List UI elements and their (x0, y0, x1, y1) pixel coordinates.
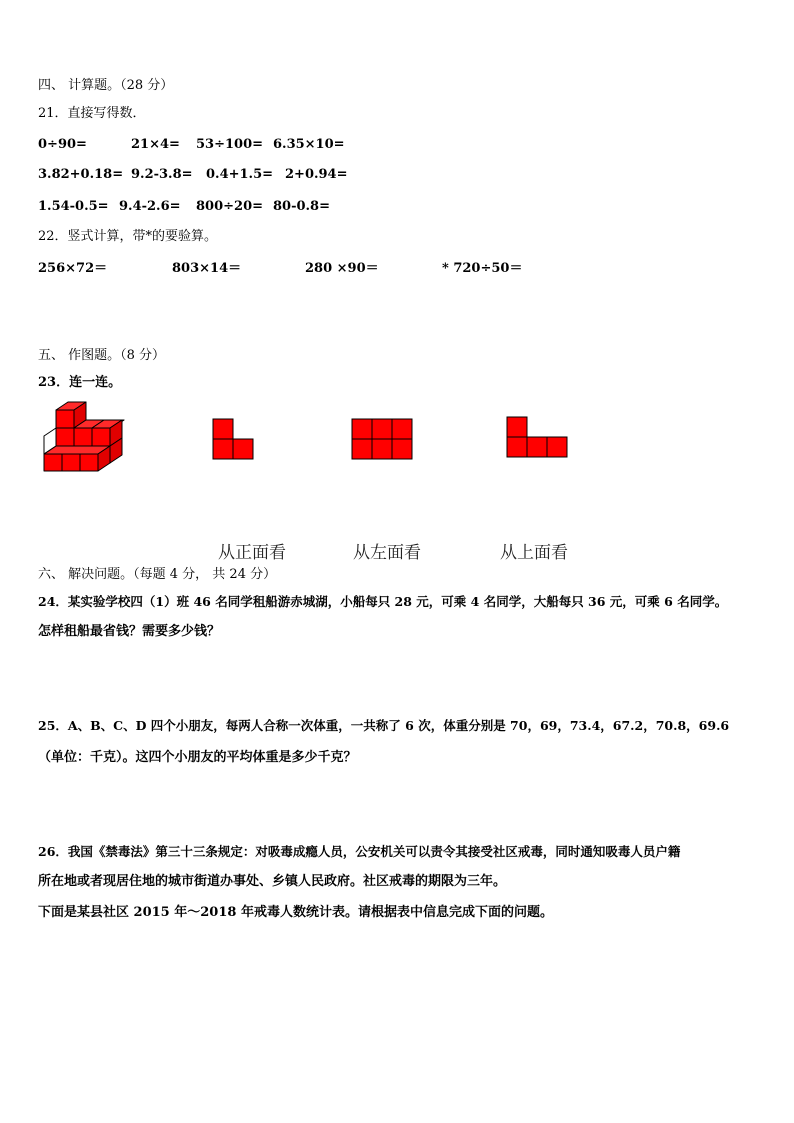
q26-text: 下面是某县社区 2015 年～2018 年戒毒人数统计表。请根据表中信息完成下面的问题。 (38, 905, 553, 920)
q21-item: 9.4-2.6= (119, 199, 181, 214)
q21-item: 800÷20= (196, 199, 264, 214)
q21-item: 0÷90= (38, 137, 87, 152)
q21-item: 0.4+1.5= (206, 167, 274, 182)
q21-item: 3.82+0.18= (38, 167, 124, 182)
q21-item: 9.2-3.8= (131, 167, 193, 182)
view-shape-1 (212, 418, 256, 462)
q21-item: 6.35×10= (273, 137, 345, 152)
q21-item: 2+0.94= (285, 167, 348, 182)
view-label-front: 从正面看 (218, 543, 286, 563)
view-label-left: 从左面看 (353, 543, 421, 563)
q24-text: 怎样租船最省钱？需要多少钱？ (38, 624, 221, 639)
q21-item: 1.54-0.5= (38, 199, 109, 214)
view-label-top: 从上面看 (500, 543, 568, 563)
q22-item: 256×72＝ (38, 261, 108, 276)
q21-item: 80-0.8= (273, 199, 330, 214)
section-4-title: 四、 计算题。（28 分） (38, 78, 174, 93)
view-shape-3 (506, 416, 570, 460)
q21-item: 53÷100= (196, 137, 264, 152)
q26-text: 26．我国《禁毒法》第三十三条规定：对吸毒成瘾人员，公安机关可以责令其接受社区戒毒，同时通知吸毒人员户籍 (38, 844, 681, 859)
cube-stack-figure (40, 400, 130, 472)
section-6-title: 六、 解决问题。（每题 4 分， 共 24 分） (38, 567, 277, 582)
q21-item: 21×4= (131, 137, 180, 152)
q25-text: （单位：千克）。这四个小朋友的平均体重是多少千克？ (38, 750, 357, 765)
q22-item: 280 ×90＝ (305, 261, 379, 276)
q21-title: 21．直接写得数． (38, 106, 146, 121)
q22-title: 22．竖式计算，带*的要验算。 (38, 229, 218, 244)
view-shape-2 (351, 418, 413, 460)
q26-text: 所在地或者现居住地的城市街道办事处、乡镇人民政府。社区戒毒的期限为三年。 (38, 874, 507, 889)
q22-item: 803×14＝ (172, 261, 242, 276)
q25-text: 25．A、B、C、D 四个小朋友，每两人合称一次体重，一共称了 6 次，体重分别是 70，69，73.4，67.2，70.8，69.6 (38, 718, 730, 733)
q23-title: 23．连一连。 (38, 375, 122, 390)
q22-item: * 720÷50＝ (442, 261, 523, 276)
section-5-title: 五、 作图题。（8 分） (38, 348, 166, 363)
q24-text: 24．某实验学校四（1）班 46 名同学租船游赤城湖，小船每只 28 元，可乘 4 名同学，大船每只 36 元，可乘 6 名同学。 (38, 594, 728, 609)
